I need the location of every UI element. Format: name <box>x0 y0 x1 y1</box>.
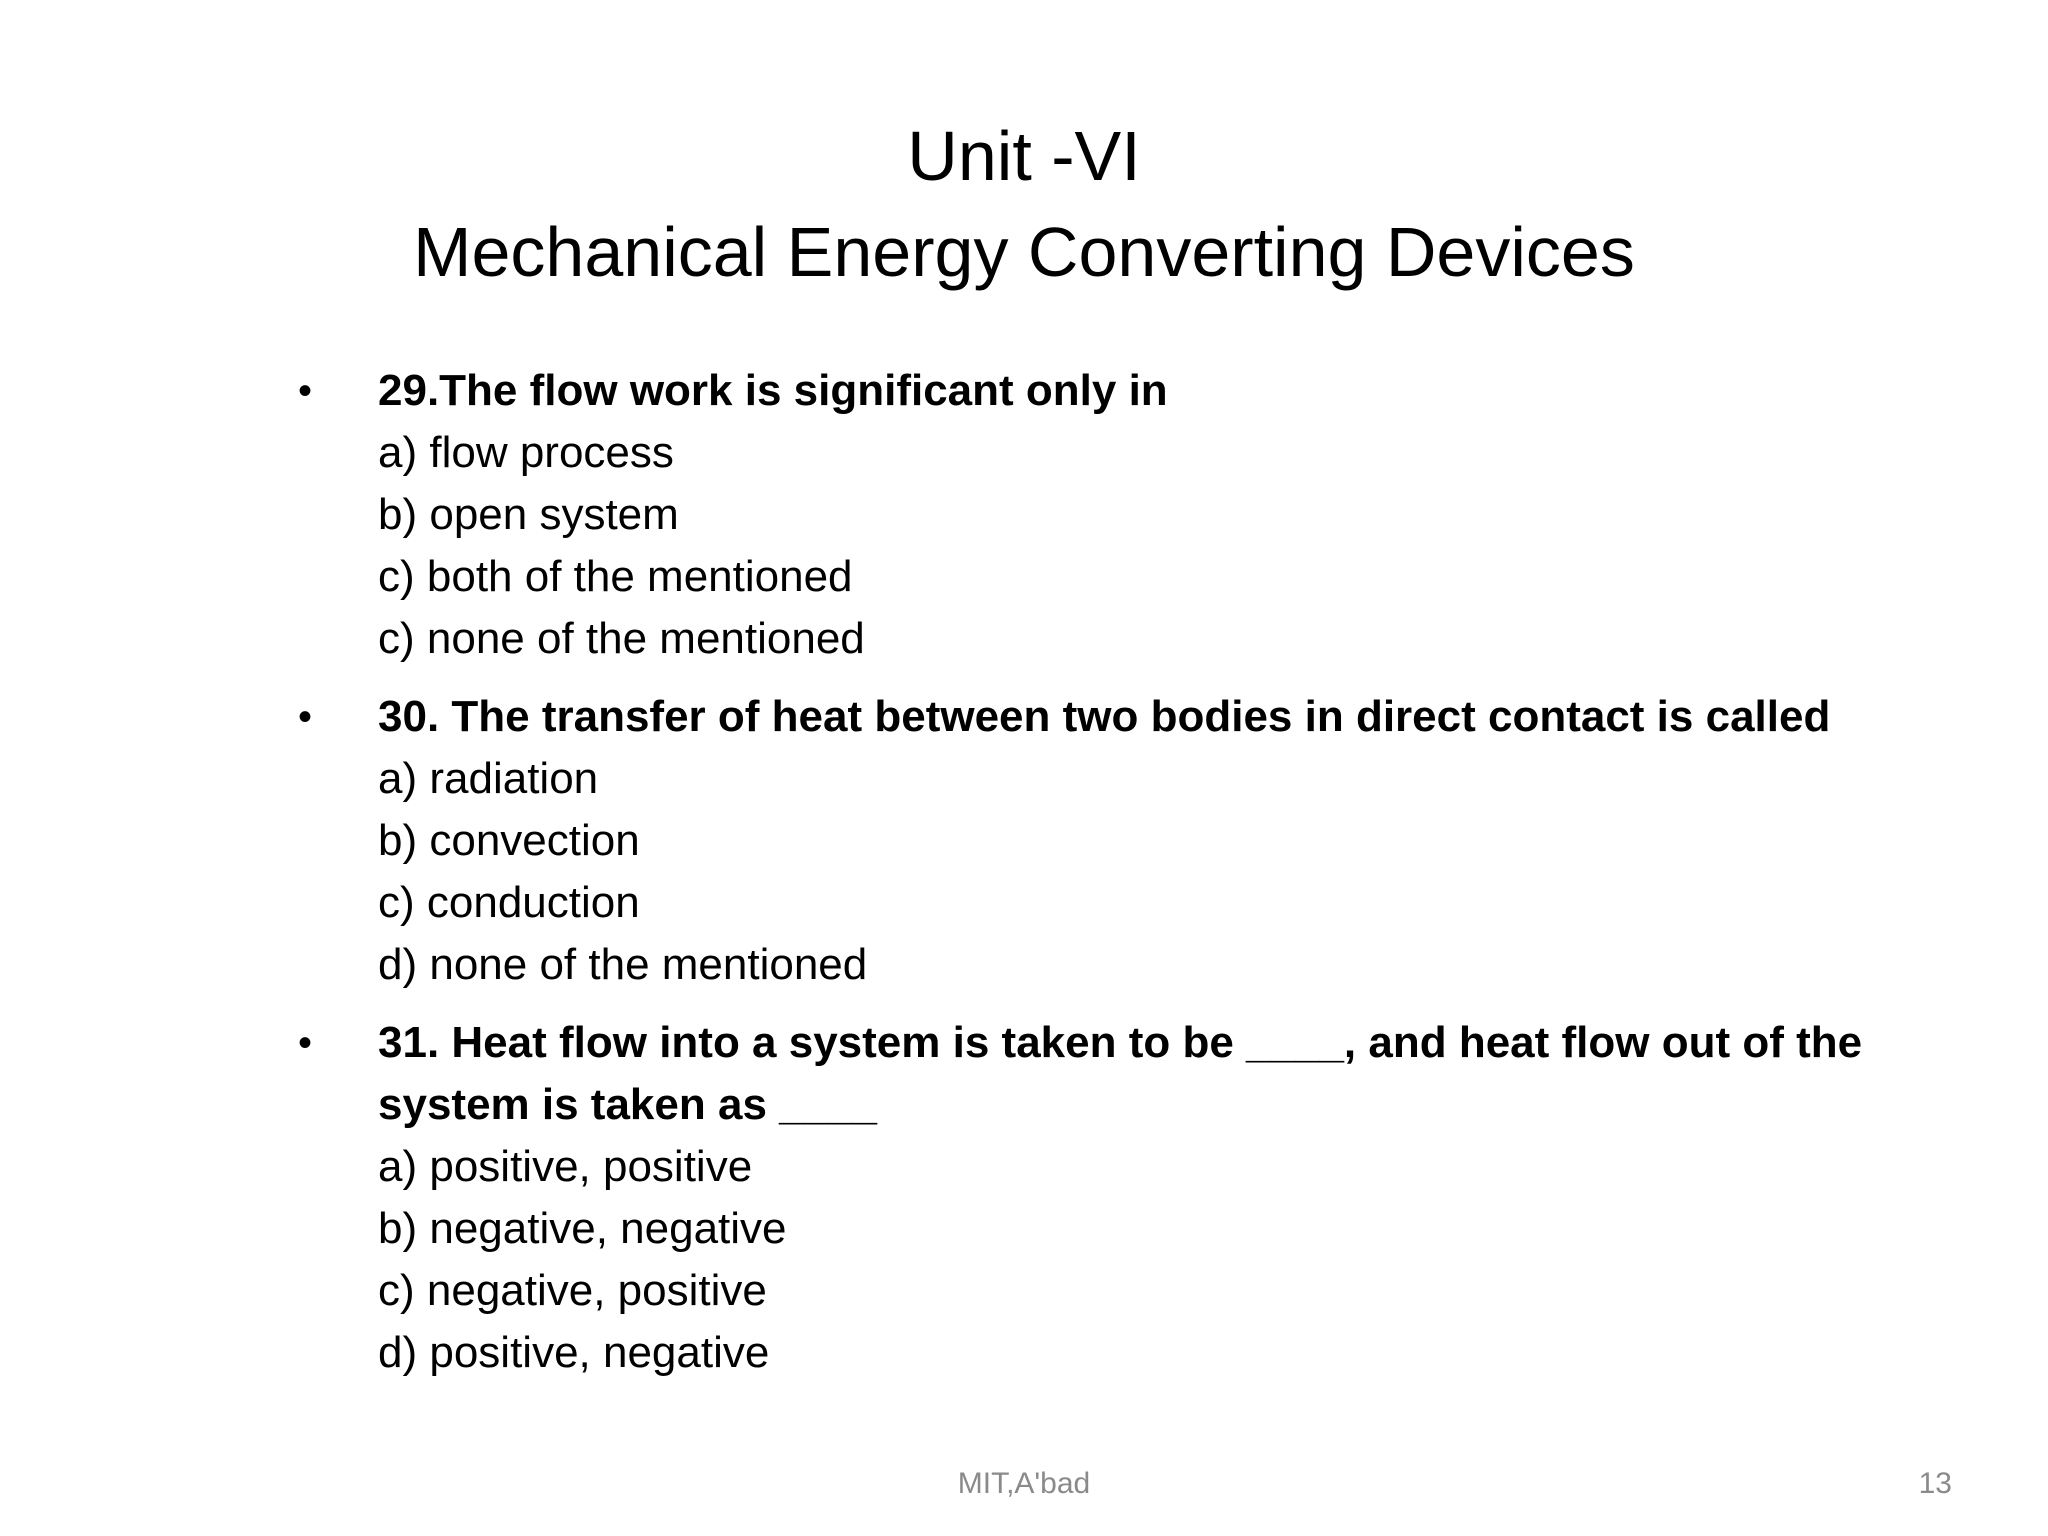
page-number: 13 <box>1918 1467 1952 1500</box>
bullet-icon: • <box>298 369 313 413</box>
option-a: a) radiation <box>378 754 599 803</box>
question-text: 30. The transfer of heat between two bodies in direct contact is called <box>378 692 1831 741</box>
question-list <box>290 360 1930 1400</box>
option-c: c) both of the mentioned <box>378 552 853 601</box>
option-b: b) open system <box>378 490 679 539</box>
bullet-icon: • <box>298 695 313 739</box>
option-b: b) convection <box>378 816 640 865</box>
question-31 <box>290 1012 1930 1384</box>
option-c: c) conduction <box>378 878 640 927</box>
question-29 <box>290 360 1930 670</box>
question-text: 29.The flow work is significant only in <box>378 366 1168 415</box>
question-30 <box>290 686 1930 996</box>
option-a: a) positive, positive <box>378 1142 753 1191</box>
title-topic: Mechanical Energy Converting Devices <box>413 213 1635 291</box>
title-unit: Unit -VI <box>907 117 1141 195</box>
option-b: b) negative, negative <box>378 1204 787 1253</box>
bullet-icon: • <box>298 1021 313 1065</box>
option-d: d) none of the mentioned <box>378 940 868 989</box>
option-d: c) none of the mentioned <box>378 614 865 663</box>
option-a: a) flow process <box>378 428 674 477</box>
option-d: d) positive, negative <box>378 1328 770 1377</box>
question-text: 31. Heat flow into a system is taken to be ____, and heat flow out of the system is taken as ____ <box>378 1018 1863 1129</box>
footer-text: MIT,A'bad <box>957 1467 1091 1500</box>
slide-title <box>0 108 2048 300</box>
option-c: c) negative, positive <box>378 1266 767 1315</box>
